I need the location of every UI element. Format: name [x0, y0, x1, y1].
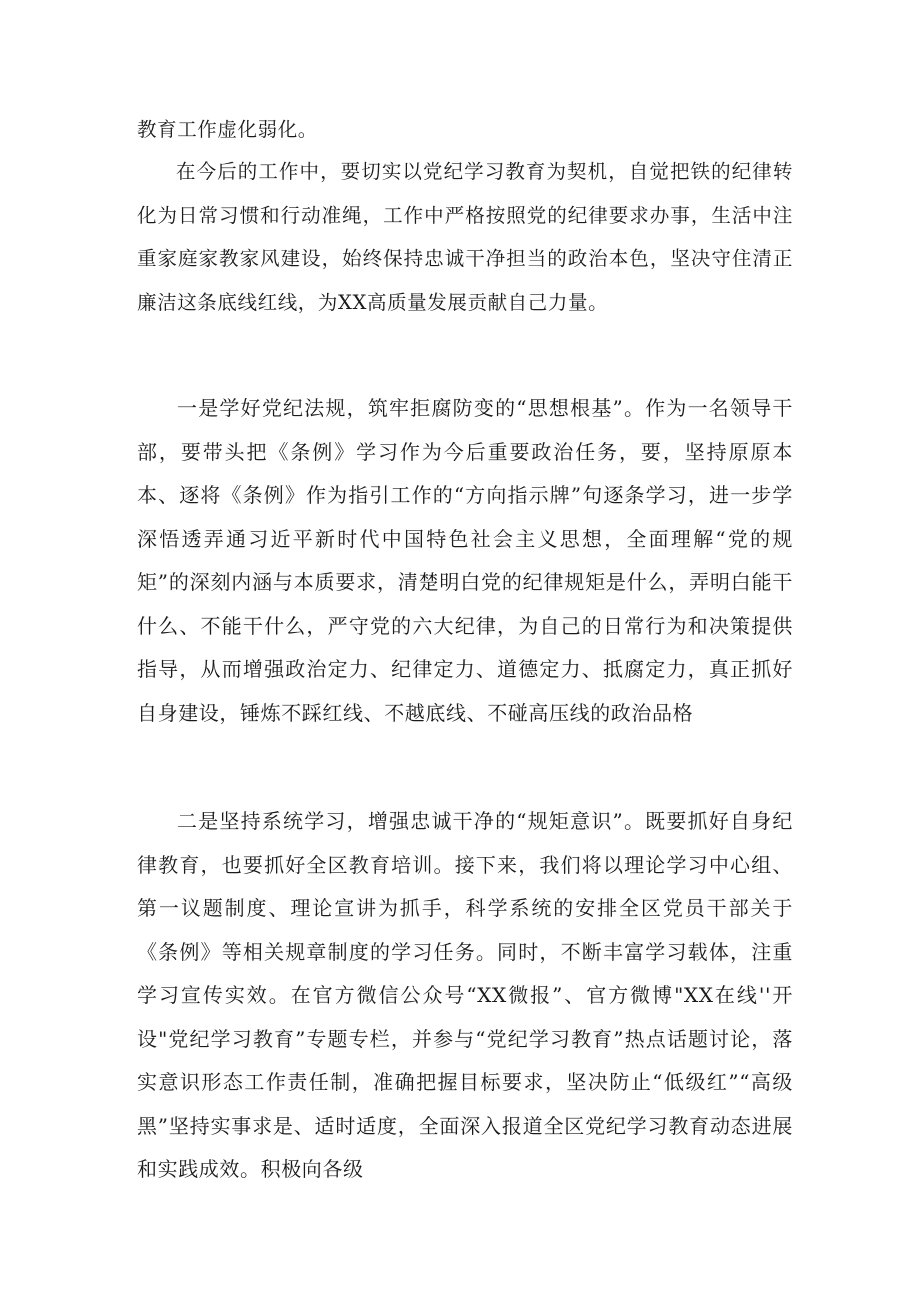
paragraph-point-one: 一是学好党纪法规，筑牢拒腐防变的“思想根基”。作为一名领导干部，要带头把《条例》学习作为今后重要政治任务，要，坚持原原本本、逐将《条例》作为指引工作的“方向指示牌”句逐条学习，进一步学深悟透弄通习近平新时代中国特色社会主义思想，全面理解“党的规矩”的深刻内涵与本质要求，清楚明白党的纪律规矩是什么，弄明白能干什么、不能干什么，严守党的六大纪律，为自己的日常行为和决策提供指导，从而增强政治定力、纪律定力、道德定力、抵腐定力，真正抓好自身建设，锤炼不踩红线、不越底线、不碰高压线的政治品格 — [137, 396, 793, 725]
paragraph-continuation: 教育工作虚化弱化。 — [137, 118, 318, 141]
paragraph-future-work: 在今后的工作中，要切实以党纪学习教育为契机，自觉把铁的纪律转化为日常习惯和行动准绳，工作中严格按照党的纪律要求办事，生活中注重家庭家教家风建设，始终保持忠诚干净担当的政治本色，坚决守住清正廉洁这条底线红线，为XX高质量发展贡献自己力量。 — [137, 160, 793, 314]
paragraph-point-two: 二是坚持系统学习，增强忠诚干净的“规矩意识”。既要抓好自身纪律教育，也要抓好全区教育培训。接下来，我们将以理论学习中心组、第一议题制度、理论宣讲为抓手，科学系统的安排全区党员干部关于《条例》等相关规章制度的学习任务。同时，不断丰富学习载体，注重学习宣传实效。在官方微信公众号“XX微报”、官方微博"XX在线''开设"党纪学习教育”专题专栏，并参与“党纪学习教育”热点话题讨论，落实意识形态工作责任制，准确把握目标要求，坚决防止“低级红”“高级黑”坚持实事求是、适时适度，全面深入报道全区党纪学习教育动态进展和实践成效。积极向各级 — [137, 809, 793, 1181]
